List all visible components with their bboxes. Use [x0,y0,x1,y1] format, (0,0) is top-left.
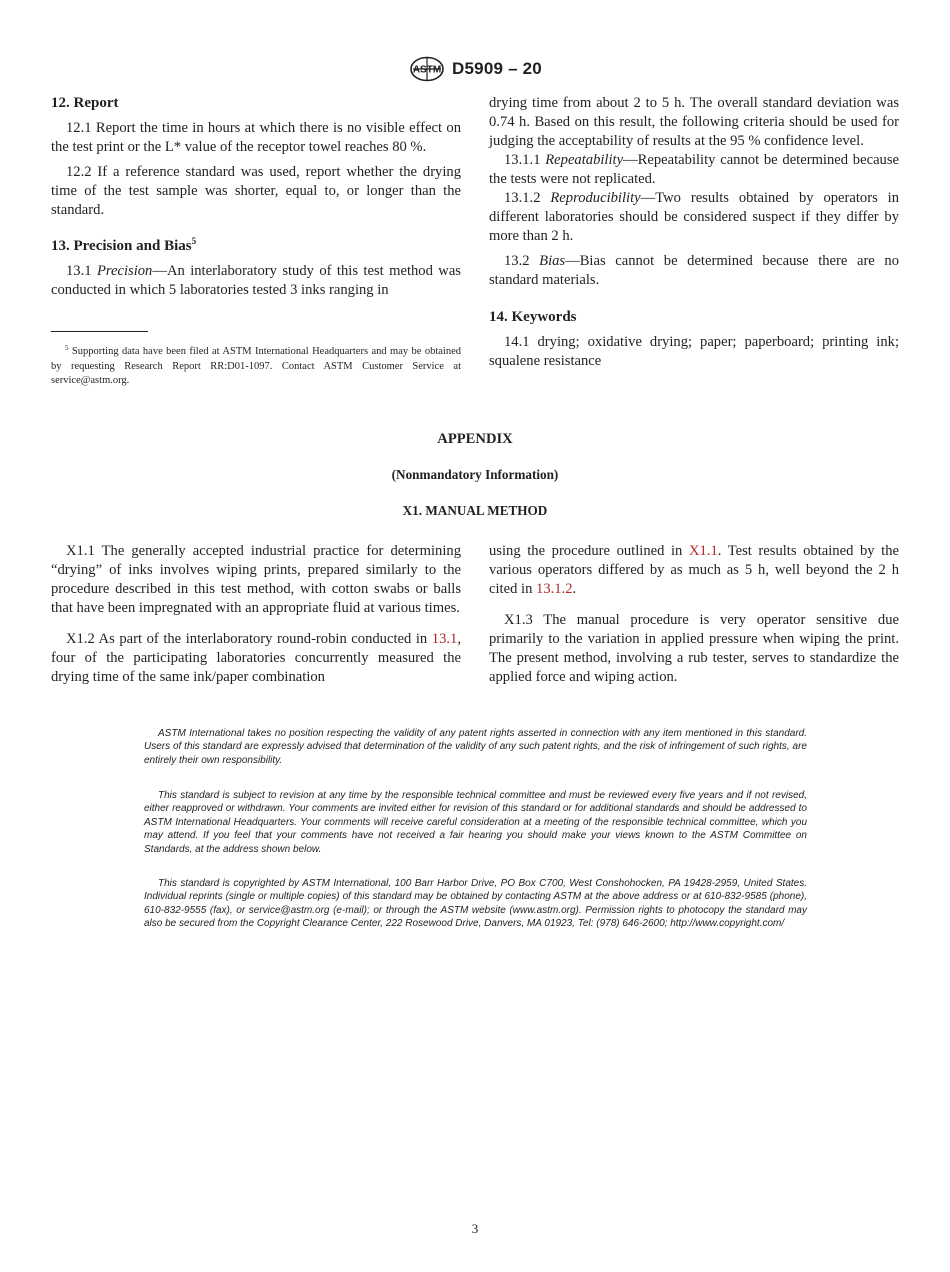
paragraph-13-2: 13.2 Bias—Bias cannot be determined because there are no standard materials. [489,253,899,288]
page-header [0,56,950,82]
footnote-ref: 5 [191,236,197,246]
paragraph-x1-2-continued: using the procedure outlined in X1.1. Test results obtained by the various operators differed by as much as 5 h, well beyond the 2 h cited in 13.1.2. [489,543,899,597]
appendix-left-column [51,542,461,687]
right-column [489,94,899,371]
appendix-subtitle: (Nonmandatory Information) [391,467,559,482]
link-13-1-2[interactable]: 13.1.2 [536,581,573,597]
paragraph-x1-2: X1.2 As part of the interlaboratory round-robin conducted in 13.1, four of the participating laboratories concurrently measured the drying time of the same ink/paper combination [51,631,461,685]
left-column [51,94,461,300]
paragraph-13-continued: drying time from about 2 to 5 h. The overall standard deviation was 0.74 h. Based on this result, the following criteria should be used for judging the acceptability of results at the 95 % confidence level. [489,95,899,149]
footnote [51,341,461,389]
section-13-heading: 13. Precision and Bias$^5$ [51,236,197,254]
paragraph-13-1: 13.1 Precision—An interlaboratory study of this test method was conducted in which 5 laboratories tested 3 inks ranging in [51,263,461,298]
section-12-heading: 12. Report [51,95,119,111]
page-number: 3 [471,1221,479,1236]
appendix-title: APPENDIX [437,431,513,447]
paragraph-14-1: 14.1 drying; oxidative drying; paper; paperboard; printing ink; squalene resistance [489,334,899,369]
copyright-notice: This standard is copyrighted by ASTM International, 100 Barr Harbor Drive, PO Box C700, West Conshohocken, PA 19428-2959, United States. Individual reprints (single or multiple copies) of this standard may be obtained by contacting ASTM at the above address or at 610-832-9585 (phone), 610-832-9555 (fax), or service@astm.org (e-mail); or through the ASTM website (www.astm.org). Permission rights to photocopy the standard may also be secured from the Copyright Clearance Center, 222 Rosewood Drive, Danvers, MA 01923, Tel: (978) 646-2600; http://www.copyright.com/ [144,878,807,930]
paragraph-x1-1: X1.1 The generally accepted industrial practice for determining “drying” of inks involves wiping prints, prepared similarly to the procedure described in this test method, with cotton swabs or balls that have been impregnated with an appropriate fluid at various times. [51,543,461,616]
link-13-1[interactable]: 13.1 [431,631,458,647]
section-14-heading: 14. Keywords [489,309,577,325]
appendix-section-heading: X1. MANUAL METHOD [402,503,548,518]
astm-logo-icon [408,56,446,82]
footnote-rule [51,331,148,332]
link-x1-1[interactable]: X1.1 [688,543,718,559]
document-designation: D5909 – 20 [452,59,542,78]
paragraph-12-2: 12.2 If a reference standard was used, report whether the drying time of the test sample was shorter, equal to, or longer than the standard. [51,164,461,218]
footnote-mark: 5 [65,344,69,352]
paragraph-13-1-2: 13.1.2 Reproducibility—Two results obtained by operators in different laboratories should be considered suspect if they differ by more than 2 h. [489,190,899,244]
footnote-text: Supporting data have been filed at ASTM International Headquarters and may be obtained by requesting Research Report RR:D01-1097. Contact ASTM Customer Service at service@astm.org. [51,346,461,386]
paragraph-x1-3: X1.3 The manual procedure is very operator sensitive due primarily to the variation in applied pressure when wiping the print. The present method, involving a rub tester, serves to standardize the applied force and wiping action. [489,612,899,685]
patent-notice: ASTM International takes no position respecting the validity of any patent rights asserted in connection with any item mentioned in this standard. Users of this standard are expressly advised that determination of the validity of any such patent rights, and the risk of infringement of such rights, are entirely their own responsibility. [144,728,807,766]
paragraph-12-1: 12.1 Report the time in hours at which there is no visible effect on the test print or the L* value of the receptor towel reaches 80 %. [51,120,461,155]
paragraph-13-1-1: 13.1.1 Repeatability—Repeatability cannot be determined because the tests were not replicated. [489,152,899,187]
logo-lettering: ASTM [412,64,442,76]
revision-notice: This standard is subject to revision at any time by the responsible technical committee and must be reviewed every five years and if not revised, either reapproved or withdrawn. Your comments are invited either for revision of this standard or for additional standards and should be addressed to ASTM International Headquarters. Your comments will receive careful consideration at a meeting of the responsible technical committee, which you may attend. If you feel that your comments have not received a fair hearing you should make your views known to the ASTM Committee on Standards, at the address shown below. [144,790,807,855]
appendix-right-column [489,542,899,687]
